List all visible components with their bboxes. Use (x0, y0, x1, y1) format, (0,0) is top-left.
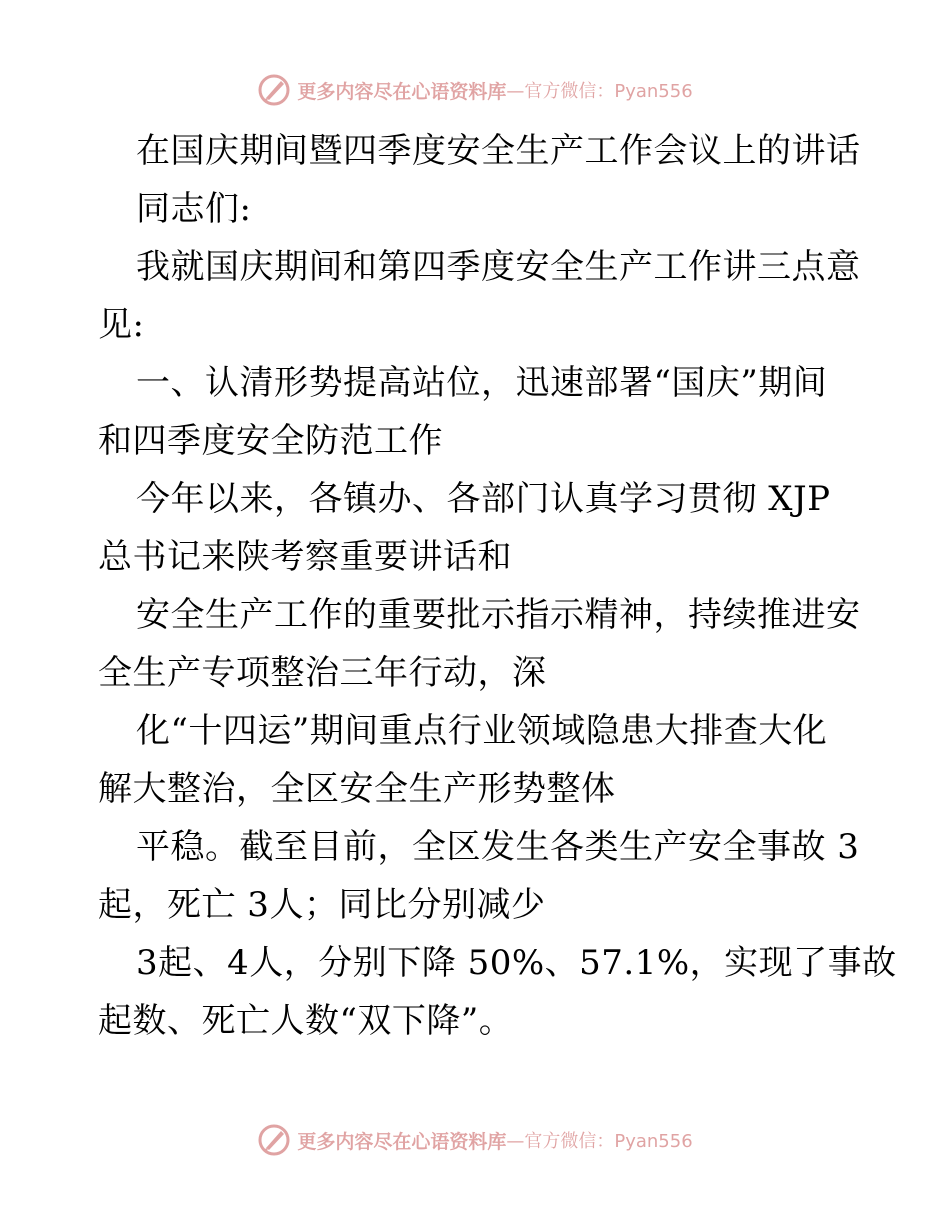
paragraph-line: 安全生产工作的重要批示指示精神，持续推进安 (136, 595, 861, 635)
paragraph-line: 我就国庆期间和第四季度安全生产工作讲三点意 (136, 247, 861, 287)
banner-site-text: 更多内容尽在心语资料库 (297, 1130, 507, 1153)
banner-contact-text: —官方微信：Pyan556 (506, 1131, 693, 1152)
watermark-banner-bottom (0, 1120, 950, 1160)
document-body (98, 122, 897, 1050)
document-title: 在国庆期间暨四季度安全生产工作会议上的讲话 (136, 131, 861, 171)
paragraph-line: 起数、死亡人数“双下降”。 (98, 1001, 514, 1041)
paragraph-line: 见: (98, 305, 145, 345)
paragraph-line: 起，死亡 3人；同比分别减少 (98, 885, 546, 925)
watermark-banner-top (0, 70, 950, 110)
section-heading-continued: 和四季度安全防范工作 (98, 421, 443, 461)
paragraph-line: 化“十四运”期间重点行业领域隐患大排查大化 (136, 711, 828, 751)
quill-pen-logo-icon (257, 73, 291, 107)
paragraph-line: 全生产专项整治三年行动，深 (98, 653, 547, 693)
banner-site-text: 更多内容尽在心语资料库 (297, 80, 507, 103)
salutation: 同志们: (136, 189, 252, 229)
paragraph-line: 今年以来，各镇办、各部门认真学习贯彻 XJP (136, 479, 831, 519)
paragraph-line: 解大整治，全区安全生产形势整体 (98, 769, 616, 809)
section-heading: 一、认清形势提高站位，迅速部署“国庆”期间 (136, 363, 828, 403)
paragraph-line: 总书记来陕考察重要讲话和 (98, 537, 512, 577)
paragraph-line: 平稳。截至目前，全区发生各类生产安全事故 3 (136, 827, 860, 867)
paragraph-line: 3起、4人，分别下降 50%、57.1%，实现了事故 (136, 943, 897, 983)
banner-contact-text: —官方微信：Pyan556 (506, 81, 693, 102)
quill-pen-logo-icon (257, 1123, 291, 1157)
